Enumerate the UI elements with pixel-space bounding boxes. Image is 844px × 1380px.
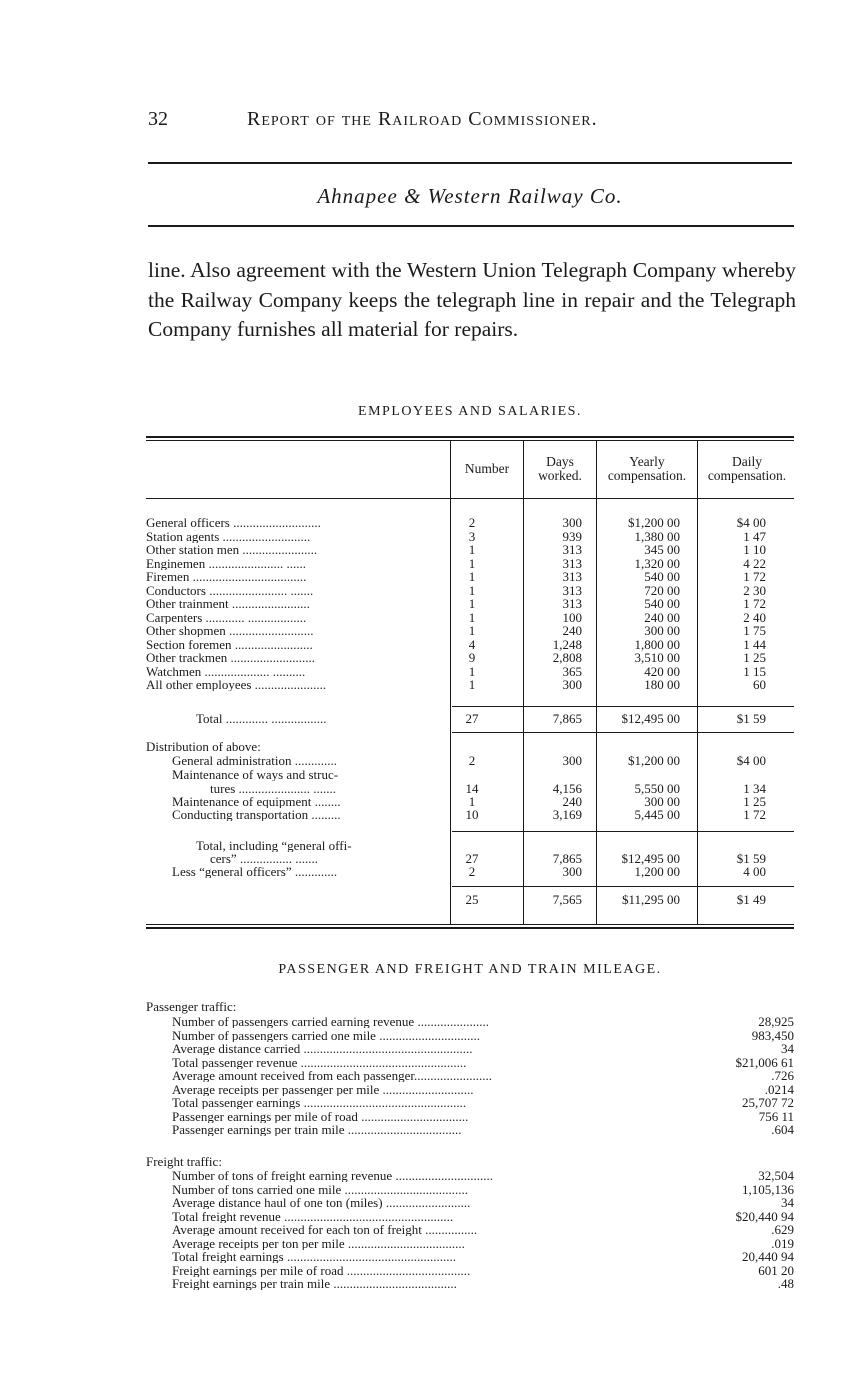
statistic-label: Average amount received for each ton of freight ................ [172, 1223, 478, 1236]
days-cell: 300 [562, 677, 582, 692]
days-cell: 300 [562, 864, 582, 879]
daily-cell: 2 30 [743, 582, 766, 598]
yearly-cell: 180 00 [644, 677, 680, 692]
yearly-cell: 300 00 [644, 794, 680, 809]
statistic-label: Passenger earnings per mile of road ................................. [172, 1109, 469, 1123]
column-header-yearly: Yearly compensation. [607, 454, 687, 483]
statistic-value: 32,504 [758, 1168, 794, 1183]
number-cell: 1 [468, 555, 476, 571]
page-number: 32 [148, 108, 168, 130]
number-cell: 1 [468, 582, 476, 598]
yearly-cell: $11,295 00 [621, 892, 680, 907]
statistic-label: Number of tons of freight earning revenue .............................. [172, 1169, 493, 1182]
statistic-label: Freight earnings per mile of road ...................................... [172, 1263, 471, 1277]
number-cell: 27 [465, 711, 479, 726]
daily-cell: $4 00 [736, 515, 766, 530]
daily-cell: 2 40 [743, 609, 766, 625]
days-cell: 2,808 [552, 650, 582, 665]
column-header-days: Days worked. [538, 454, 582, 483]
days-cell: 4,156 [552, 781, 582, 796]
table-row [146, 754, 794, 767]
row-label: Less “general officers” ............. [172, 865, 338, 878]
statistic-value: 983,450 [751, 1027, 794, 1043]
table-row [146, 651, 794, 664]
daily-cell: 1 25 [743, 650, 766, 665]
daily-cell: $1 59 [736, 711, 766, 726]
statistic-value: 756 11 [758, 1108, 794, 1124]
statistic-label: Average distance carried .................................................... [172, 1042, 473, 1055]
number-cell: 1 [468, 794, 476, 809]
body-paragraph: line. Also agreement with the Western Union Telegraph Company whereby the Railway Company keeps the telegraph line in repair and the Telegraph Company furnishes all material for repairs. [148, 258, 796, 341]
days-cell: 313 [562, 596, 582, 611]
yearly-cell: 240 00 [644, 609, 680, 625]
statistic-value: .629 [771, 1222, 794, 1237]
statistic-label: Average distance haul of one ton (miles) .......................... [172, 1196, 471, 1209]
days-cell: 313 [562, 582, 582, 598]
daily-cell: 4 00 [743, 864, 766, 879]
traffic-group-label [146, 1000, 794, 1013]
statistic-row [146, 1264, 794, 1277]
days-cell: 3,169 [552, 807, 582, 822]
column-header-daily: Daily compensation. [707, 454, 787, 483]
row-label: Other station men ....................... [146, 543, 318, 556]
daily-cell: $4 00 [736, 753, 766, 768]
days-cell: 313 [562, 542, 582, 557]
days-cell: 1,248 [552, 636, 582, 652]
table-row [146, 665, 794, 678]
days-cell: 365 [562, 663, 582, 679]
row-label: Maintenance of ways and struc- [172, 768, 339, 781]
daily-cell: 1 72 [743, 569, 766, 584]
number-cell: 25 [465, 892, 479, 907]
company-rule [148, 225, 794, 227]
daily-cell: $1 49 [736, 892, 766, 907]
yearly-cell: 1,320 00 [634, 555, 680, 571]
statistic-value: .0214 [764, 1081, 794, 1097]
days-cell: 7,565 [552, 892, 582, 907]
statistic-value: 1,105,136 [742, 1181, 794, 1197]
employees-heading: EMPLOYEES AND SALARIES. [358, 404, 582, 419]
daily-cell: 1 44 [743, 636, 766, 652]
yearly-cell: $12,495 00 [621, 851, 680, 866]
distribution-label-text: Distribution of above: [146, 740, 261, 753]
statistic-value: 20,440 94 [742, 1249, 794, 1264]
number-cell: 9 [468, 650, 476, 665]
statistic-label: Number of passengers carried one mile ............................... [172, 1028, 480, 1042]
daily-cell: 1 72 [743, 596, 766, 611]
statistic-value: 34 [781, 1041, 794, 1056]
statistic-row [146, 1042, 794, 1055]
statistic-label: Freight earnings per train mile ...................................... [172, 1277, 457, 1290]
row-label: cers” ................ ....... [210, 852, 318, 865]
net-rule [452, 886, 794, 887]
yearly-cell: $1,200 00 [628, 515, 680, 530]
number-cell: 1 [468, 569, 476, 584]
row-label: Conductors ........................ ....... [146, 583, 314, 597]
row-label: Firemen ................................... [146, 570, 307, 583]
yearly-cell: 720 00 [644, 582, 680, 598]
row-label: Total ............. ................. [196, 712, 327, 725]
distribution-label [146, 740, 794, 753]
statistic-row [146, 1237, 794, 1250]
number-cell: 1 [468, 677, 476, 692]
statistic-row [146, 1250, 794, 1263]
statistic-row [146, 1123, 794, 1136]
yearly-cell: $12,495 00 [621, 711, 680, 726]
statistic-value: .604 [771, 1122, 794, 1137]
total-rule [452, 706, 794, 707]
statistic-label: Average receipts per passenger per mile ............................ [172, 1082, 474, 1096]
days-cell: 300 [562, 515, 582, 530]
row-label: Maintenance of equipment ........ [172, 795, 341, 808]
yearly-cell: 420 00 [644, 663, 680, 679]
number-cell: 27 [465, 851, 479, 866]
statistic-row [146, 1029, 794, 1042]
daily-cell: 4 22 [743, 555, 766, 571]
days-cell: 100 [562, 609, 582, 625]
days-cell: 7,865 [552, 851, 582, 866]
yearly-cell: 300 00 [644, 623, 680, 638]
statistic-label: Total passenger revenue ................................................... [172, 1055, 467, 1069]
row-label: Other trainment ........................ [146, 597, 310, 610]
table-top-rule [146, 436, 794, 438]
statistic-row [146, 1110, 794, 1123]
mileage-heading: PASSENGER AND FREIGHT AND TRAIN MILEAGE. [278, 962, 662, 977]
statistic-label: Total freight earnings .................................................... [172, 1250, 456, 1263]
row-label: Other trackmen .......................... [146, 651, 315, 664]
days-cell: 313 [562, 555, 582, 571]
daily-cell: 1 10 [743, 542, 766, 557]
statistic-row [146, 1083, 794, 1096]
statistic-row [146, 1069, 794, 1082]
statistic-label: Average receipts per ton per mile .................................... [172, 1236, 465, 1250]
header-rule [148, 162, 792, 164]
statistic-row [146, 1196, 794, 1209]
daily-cell: 1 34 [743, 781, 766, 796]
statistic-row [146, 1096, 794, 1109]
total-rule [452, 732, 794, 733]
statistic-value: 28,925 [758, 1014, 794, 1029]
yearly-cell: 5,550 00 [634, 781, 680, 796]
yearly-cell: $1,200 00 [628, 753, 680, 768]
table-row [146, 768, 794, 781]
daily-cell: 1 25 [743, 794, 766, 809]
statistic-value: .48 [777, 1276, 794, 1291]
daily-cell: 1 15 [743, 663, 766, 679]
number-cell: 1 [468, 609, 476, 625]
table-row [146, 678, 794, 691]
row-label: Conducting transportation ......... [172, 808, 341, 821]
running-title: Report of the Railroad Commissioner. [247, 108, 598, 130]
statistic-row [146, 1210, 794, 1223]
table-row [146, 584, 794, 597]
table-row [146, 543, 794, 556]
daily-cell: $1 59 [736, 851, 766, 866]
daily-cell: 1 75 [743, 623, 766, 638]
row-label: Section foremen ........................ [146, 637, 313, 651]
table-row [146, 611, 794, 624]
row-label: Enginemen ....................... ...... [146, 556, 306, 570]
days-cell: 7,865 [552, 711, 582, 726]
row-label: tures ...................... ....... [210, 782, 337, 795]
table-bottom-rule-thin [146, 924, 794, 925]
yearly-cell: 1,380 00 [634, 528, 680, 544]
statistic-row [146, 1223, 794, 1236]
statistic-value: .726 [771, 1068, 794, 1083]
yearly-cell: 540 00 [644, 569, 680, 584]
number-cell: 10 [465, 807, 479, 822]
number-cell: 1 [468, 542, 476, 557]
yearly-cell: 3,510 00 [634, 650, 680, 665]
statistic-value: $20,440 94 [735, 1208, 794, 1224]
days-cell: 240 [562, 623, 582, 638]
traffic-group-label-text: Freight traffic: [146, 1154, 222, 1169]
row-label: Watchmen .................... .......... [146, 664, 306, 678]
table-bottom-rule [146, 927, 794, 929]
yearly-cell: 1,200 00 [634, 864, 680, 879]
daily-cell: 60 [753, 677, 766, 692]
table-row [146, 557, 794, 570]
number-cell: 1 [468, 663, 476, 679]
table-row [146, 516, 794, 529]
summary-rule [452, 831, 794, 832]
statistic-label: Total passenger earnings .................................................. [172, 1096, 467, 1109]
days-cell: 939 [562, 528, 582, 544]
statistic-row [146, 1056, 794, 1069]
company-name: Ahnapee & Western Railway Co. [317, 184, 623, 208]
statistic-value: $21,006 61 [735, 1054, 794, 1070]
statistic-row [146, 1015, 794, 1028]
yearly-cell: 1,800 00 [634, 636, 680, 652]
days-cell: 313 [562, 569, 582, 584]
statistic-row [146, 1169, 794, 1182]
table-row [146, 530, 794, 543]
daily-cell: 1 72 [743, 807, 766, 822]
statistic-label: Total freight revenue .................................................... [172, 1209, 454, 1223]
yearly-cell: 540 00 [644, 596, 680, 611]
table-row [146, 570, 794, 583]
row-label: General administration ............. [172, 754, 337, 767]
statistic-label: Average amount received from each passenger........................ [172, 1069, 492, 1082]
table-row [146, 624, 794, 637]
statistic-value: 601 20 [758, 1262, 794, 1278]
traffic-group-label-text: Passenger traffic: [146, 999, 237, 1014]
traffic-group-label [146, 1155, 794, 1168]
number-cell: 4 [468, 636, 476, 652]
statistic-value: .019 [771, 1235, 794, 1251]
statistic-row [146, 1183, 794, 1196]
statistic-label: Number of passengers carried earning revenue ...................... [172, 1015, 489, 1028]
table-row [146, 597, 794, 610]
number-cell: 1 [468, 623, 476, 638]
statistic-row [146, 1277, 794, 1290]
row-label: Carpenters ............ .................. [146, 610, 307, 624]
table-row [146, 712, 794, 725]
number-cell: 3 [468, 528, 476, 544]
days-cell: 240 [562, 794, 582, 809]
days-cell: 300 [562, 753, 582, 768]
number-cell: 2 [468, 515, 476, 530]
row-label: Station agents ........................... [146, 529, 311, 543]
yearly-cell: 345 00 [644, 542, 680, 557]
statistic-label: Number of tons carried one mile ...................................... [172, 1182, 469, 1196]
table-row [146, 893, 794, 906]
table-row [146, 808, 794, 821]
daily-cell: 1 47 [743, 528, 766, 544]
row-label: General officers ........................... [146, 516, 321, 529]
number-cell: 2 [468, 753, 476, 768]
table-row [146, 865, 794, 878]
number-cell: 1 [468, 596, 476, 611]
statistic-label: Passenger earnings per train mile ................................... [172, 1123, 462, 1136]
number-cell: 14 [465, 781, 479, 796]
statistic-value: 34 [781, 1195, 794, 1210]
row-label: All other employees ...................... [146, 678, 327, 691]
yearly-cell: 5,445 00 [634, 807, 680, 822]
employees-table [146, 436, 794, 930]
statistic-value: 25,707 72 [742, 1095, 794, 1110]
row-label: Total, including “general offi- [196, 839, 352, 852]
number-cell: 2 [468, 864, 476, 879]
table-row [146, 638, 794, 651]
column-header-number: Number [464, 461, 510, 476]
row-label: Other shopmen .......................... [146, 624, 314, 637]
